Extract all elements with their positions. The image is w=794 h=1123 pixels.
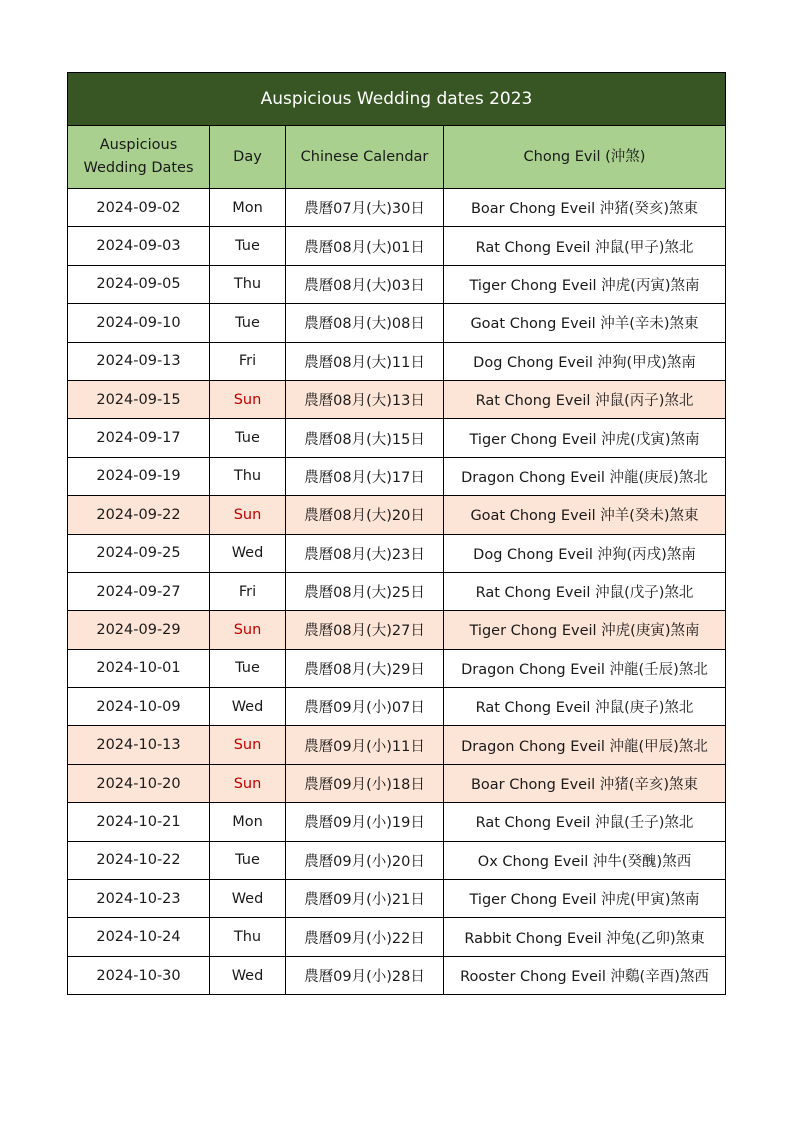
calendar-cell: 農曆08月(大)27日 (286, 611, 444, 649)
table-row (68, 265, 726, 303)
day-cell: Sun (210, 380, 286, 418)
calendar-cell: 農曆09月(小)21日 (286, 880, 444, 918)
day-cell: Thu (210, 918, 286, 956)
table-title: Auspicious Wedding dates 2023 (68, 73, 726, 126)
calendar-cell: 農曆09月(小)20日 (286, 841, 444, 879)
table-row (68, 189, 726, 227)
chong-cell: Dragon Chong Eveil 沖龍(甲辰)煞北 (444, 726, 726, 764)
table-row (68, 572, 726, 610)
chong-cell: Tiger Chong Eveil 沖虎(丙寅)煞南 (444, 265, 726, 303)
table-row (68, 764, 726, 802)
date-cell: 2024-10-30 (68, 956, 210, 994)
date-cell: 2024-09-29 (68, 611, 210, 649)
chong-cell: Rat Chong Eveil 沖鼠(丙子)煞北 (444, 380, 726, 418)
date-cell: 2024-09-25 (68, 534, 210, 572)
table-row (68, 803, 726, 841)
calendar-cell: 農曆07月(大)30日 (286, 189, 444, 227)
table-row (68, 956, 726, 994)
day-cell: Fri (210, 342, 286, 380)
date-cell: 2024-10-23 (68, 880, 210, 918)
day-cell: Tue (210, 649, 286, 687)
chong-cell: Tiger Chong Eveil 沖虎(甲寅)煞南 (444, 880, 726, 918)
day-cell: Thu (210, 265, 286, 303)
chong-cell: Dragon Chong Eveil 沖龍(壬辰)煞北 (444, 649, 726, 687)
day-cell: Fri (210, 572, 286, 610)
calendar-cell: 農曆08月(大)20日 (286, 496, 444, 534)
wedding-dates-sheet (67, 72, 725, 995)
date-cell: 2024-09-02 (68, 189, 210, 227)
day-cell: Sun (210, 764, 286, 802)
table-row (68, 918, 726, 956)
chong-cell: Boar Chong Eveil 沖猪(辛亥)煞東 (444, 764, 726, 802)
day-cell: Tue (210, 419, 286, 457)
table-row (68, 457, 726, 495)
calendar-cell: 農曆09月(小)22日 (286, 918, 444, 956)
chong-cell: Tiger Chong Eveil 沖虎(戊寅)煞南 (444, 419, 726, 457)
column-header-day: Day (210, 126, 286, 189)
calendar-cell: 農曆08月(大)29日 (286, 649, 444, 687)
calendar-cell: 農曆09月(小)19日 (286, 803, 444, 841)
table-row (68, 534, 726, 572)
table-row (68, 342, 726, 380)
day-cell: Sun (210, 611, 286, 649)
calendar-cell: 農曆09月(小)28日 (286, 956, 444, 994)
day-cell: Wed (210, 956, 286, 994)
date-cell: 2024-09-27 (68, 572, 210, 610)
date-cell: 2024-10-09 (68, 688, 210, 726)
table-row (68, 880, 726, 918)
date-cell: 2024-09-05 (68, 265, 210, 303)
calendar-cell: 農曆08月(大)25日 (286, 572, 444, 610)
day-cell: Mon (210, 803, 286, 841)
chong-cell: Rat Chong Eveil 沖鼠(壬子)煞北 (444, 803, 726, 841)
calendar-cell: 農曆09月(小)18日 (286, 764, 444, 802)
day-cell: Mon (210, 189, 286, 227)
table-row (68, 688, 726, 726)
date-cell: 2024-10-01 (68, 649, 210, 687)
date-cell: 2024-09-15 (68, 380, 210, 418)
table-row (68, 380, 726, 418)
date-cell: 2024-09-19 (68, 457, 210, 495)
table-row (68, 227, 726, 265)
table-row (68, 649, 726, 687)
calendar-cell: 農曆08月(大)08日 (286, 304, 444, 342)
table-row (68, 841, 726, 879)
calendar-cell: 農曆08月(大)23日 (286, 534, 444, 572)
chong-cell: Goat Chong Eveil 沖羊(癸未)煞東 (444, 496, 726, 534)
day-cell: Thu (210, 457, 286, 495)
chong-cell: Boar Chong Eveil 沖猪(癸亥)煞東 (444, 189, 726, 227)
calendar-cell: 農曆08月(大)11日 (286, 342, 444, 380)
calendar-cell: 農曆09月(小)11日 (286, 726, 444, 764)
date-cell: 2024-09-10 (68, 304, 210, 342)
calendar-cell: 農曆08月(大)15日 (286, 419, 444, 457)
date-cell: 2024-09-17 (68, 419, 210, 457)
date-cell: 2024-10-24 (68, 918, 210, 956)
chong-cell: Tiger Chong Eveil 沖虎(庚寅)煞南 (444, 611, 726, 649)
date-cell: 2024-10-22 (68, 841, 210, 879)
day-cell: Tue (210, 304, 286, 342)
calendar-cell: 農曆09月(小)07日 (286, 688, 444, 726)
day-cell: Wed (210, 880, 286, 918)
chong-cell: Ox Chong Eveil 沖牛(癸醜)煞西 (444, 841, 726, 879)
day-cell: Wed (210, 688, 286, 726)
date-cell: 2024-10-21 (68, 803, 210, 841)
calendar-cell: 農曆08月(大)01日 (286, 227, 444, 265)
chong-cell: Rooster Chong Eveil 沖鷄(辛酉)煞西 (444, 956, 726, 994)
table-title-row (68, 73, 726, 126)
chong-cell: Rabbit Chong Eveil 沖兔(乙卯)煞東 (444, 918, 726, 956)
date-cell: 2024-10-20 (68, 764, 210, 802)
column-header-date: Auspicious Wedding Dates (68, 126, 210, 189)
calendar-cell: 農曆08月(大)03日 (286, 265, 444, 303)
chong-cell: Dragon Chong Eveil 沖龍(庚辰)煞北 (444, 457, 726, 495)
day-cell: Sun (210, 496, 286, 534)
day-cell: Tue (210, 841, 286, 879)
chong-cell: Dog Chong Eveil 沖狗(丙戌)煞南 (444, 534, 726, 572)
table-row (68, 419, 726, 457)
table-row (68, 496, 726, 534)
date-cell: 2024-09-22 (68, 496, 210, 534)
table-row (68, 304, 726, 342)
column-header-row (68, 126, 726, 189)
chong-cell: Rat Chong Eveil 沖鼠(戊子)煞北 (444, 572, 726, 610)
chong-cell: Goat Chong Eveil 沖羊(辛未)煞東 (444, 304, 726, 342)
chong-cell: Dog Chong Eveil 沖狗(甲戌)煞南 (444, 342, 726, 380)
table-body (68, 189, 726, 995)
calendar-cell: 農曆08月(大)13日 (286, 380, 444, 418)
calendar-cell: 農曆08月(大)17日 (286, 457, 444, 495)
table-row (68, 726, 726, 764)
column-header-calendar: Chinese Calendar (286, 126, 444, 189)
date-cell: 2024-09-03 (68, 227, 210, 265)
chong-cell: Rat Chong Eveil 沖鼠(庚子)煞北 (444, 688, 726, 726)
column-header-chong: Chong Evil (沖煞) (444, 126, 726, 189)
wedding-dates-table (67, 72, 726, 995)
day-cell: Wed (210, 534, 286, 572)
date-cell: 2024-10-13 (68, 726, 210, 764)
chong-cell: Rat Chong Eveil 沖鼠(甲子)煞北 (444, 227, 726, 265)
table-row (68, 611, 726, 649)
day-cell: Tue (210, 227, 286, 265)
date-cell: 2024-09-13 (68, 342, 210, 380)
day-cell: Sun (210, 726, 286, 764)
